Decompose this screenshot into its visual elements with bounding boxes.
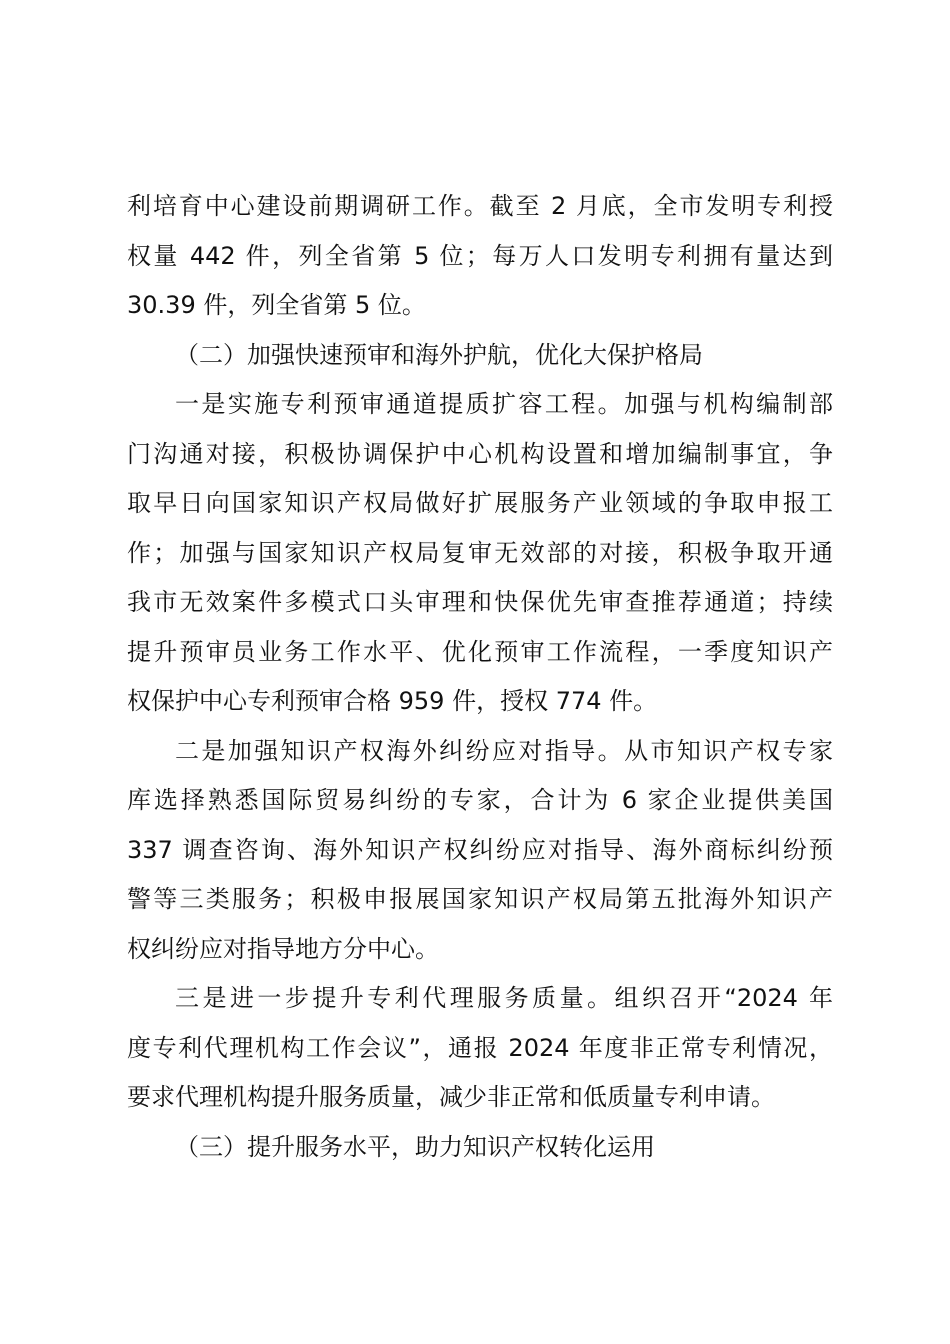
paragraph-line: 权保护中心专利预审合格 959 件，授权 774 件。	[127, 687, 658, 715]
paragraph-line: 三是进一步提升专利代理服务质量。组织召开“2024 年	[175, 984, 833, 1012]
paragraph-line: 利培育中心建设前期调研工作。截至 2 月底，全市发明专利授	[127, 192, 833, 220]
paragraph-line: 警等三类服务；积极申报展国家知识产权局第五批海外知识产	[127, 885, 833, 913]
section-heading-3: （三）提升服务水平，助力知识产权转化运用	[175, 1132, 655, 1161]
paragraph-line: 我市无效案件多模式口头审理和快保优先审查推荐通道；持续	[127, 588, 833, 616]
paragraph-line: 门沟通对接，积极协调保护中心机构设置和增加编制事宜，争	[127, 439, 833, 468]
paragraph-line: 权量 442 件，列全省第 5 位；每万人口发明专利拥有量达到	[127, 241, 833, 270]
document-body	[127, 182, 833, 1172]
paragraph-line: 二是加强知识产权海外纠纷应对指导。从市知识产权专家	[175, 736, 833, 765]
paragraph-line: 取早日向国家知识产权局做好扩展服务产业领域的争取申报工	[127, 489, 833, 517]
paragraph-line: 337 调查咨询、海外知识产权纠纷应对指导、海外商标纠纷预	[127, 835, 833, 864]
paragraph-line: 权纠纷应对指导地方分中心。	[127, 934, 439, 963]
section-heading-2: （二）加强快速预审和海外护航，优化大保护格局	[175, 340, 703, 369]
paragraph-line: 度专利代理机构工作会议”，通报 2024 年度非正常专利情况，	[127, 1033, 833, 1062]
paragraph-line: 要求代理机构提升服务质量，减少非正常和低质量专利申请。	[127, 1083, 775, 1111]
paragraph-line: 作；加强与国家知识产权局复审无效部的对接，积极争取开通	[127, 538, 833, 567]
paragraph-line: 提升预审员业务工作水平、优化预审工作流程，一季度知识产	[127, 637, 833, 666]
paragraph-line: 库选择熟悉国际贸易纠纷的专家，合计为 6 家企业提供美国	[127, 786, 833, 814]
paragraph-line: 30.39 件，列全省第 5 位。	[127, 291, 426, 319]
paragraph-line: 一是实施专利预审通道提质扩容工程。加强与机构编制部	[175, 390, 833, 418]
